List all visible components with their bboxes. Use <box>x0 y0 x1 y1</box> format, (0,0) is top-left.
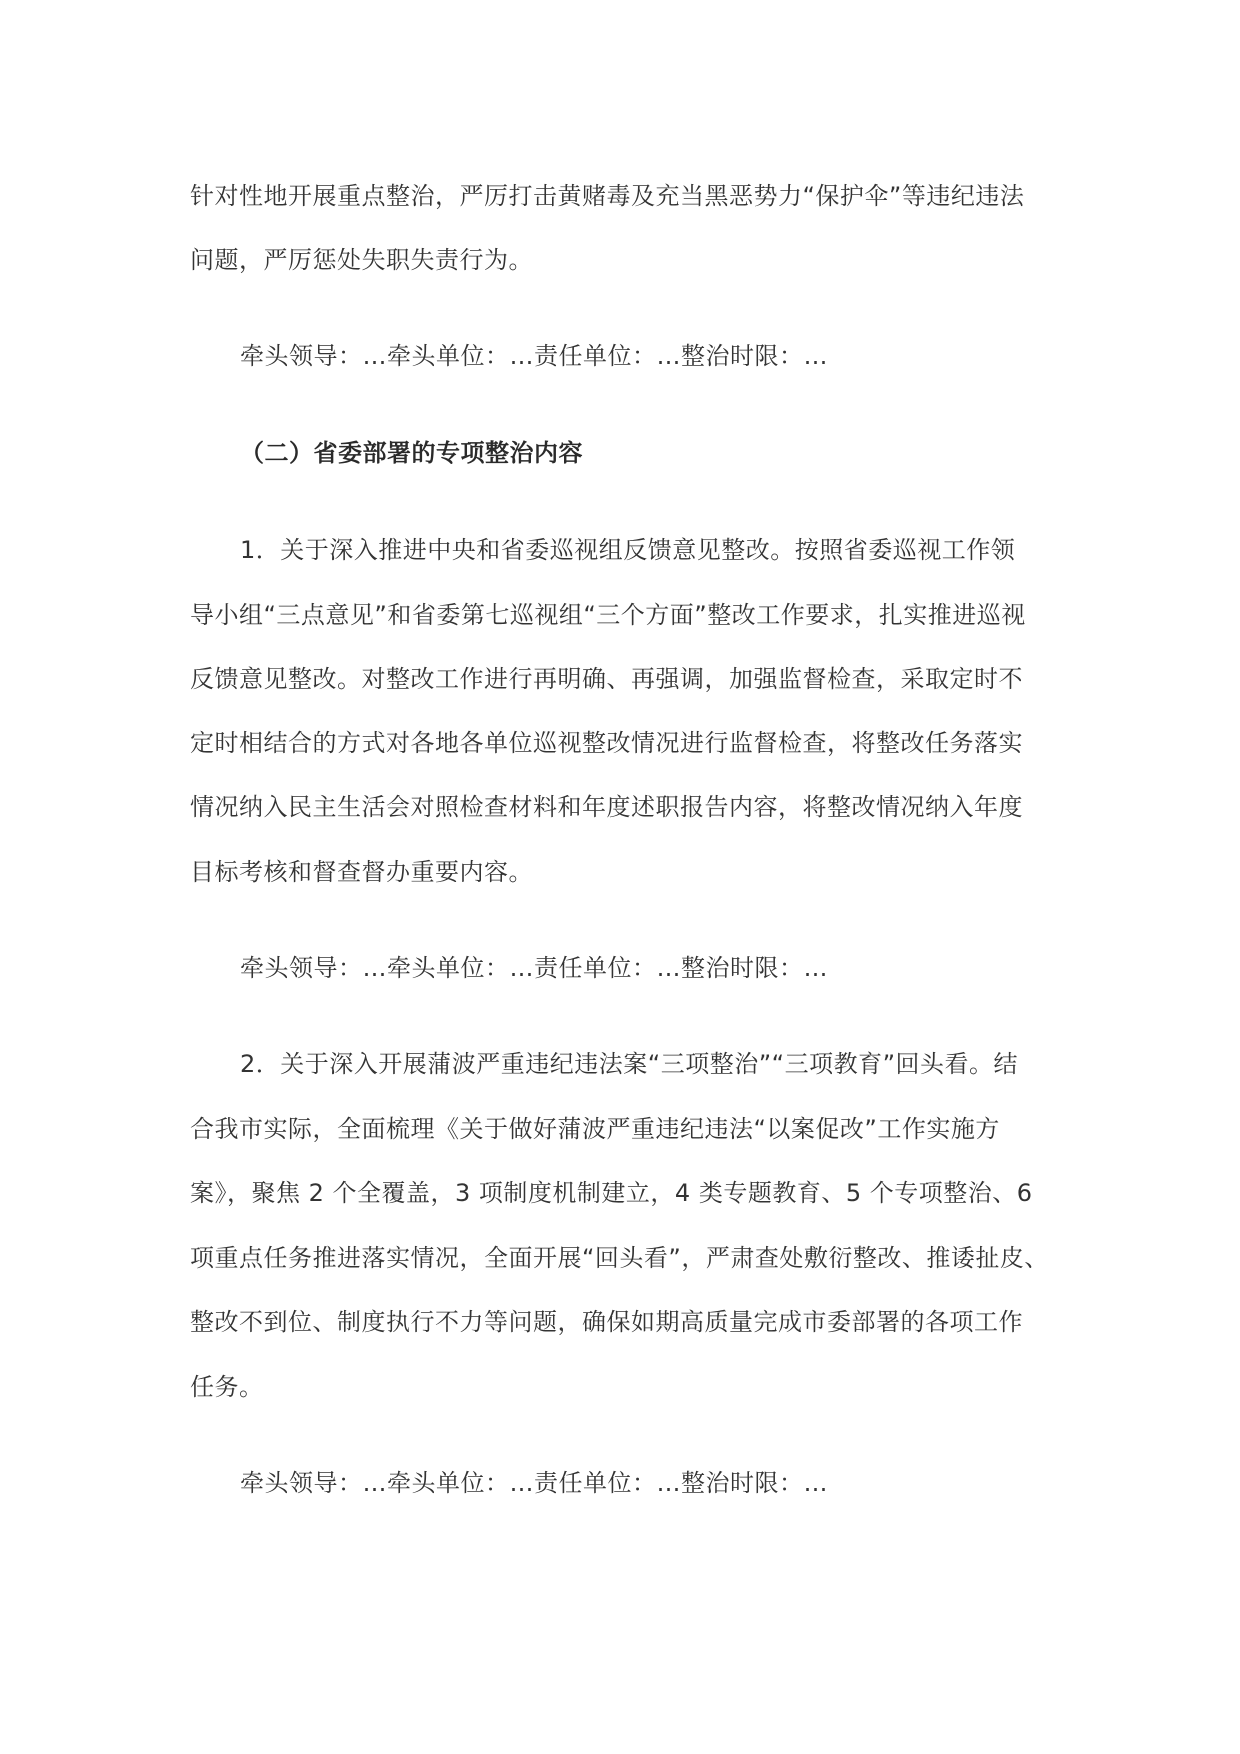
paragraph-line: 项重点任务推进落实情况，全面开展“回头看”，严肃查处敷衍整改、推诿扯皮、 <box>190 1244 1049 1272</box>
paragraph-line: 导小组“三点意见”和省委第七巡视组“三个方面”整改工作要求，扎实推进巡视 <box>190 601 1026 629</box>
paragraph-line: 针对性地开展重点整治，严厉打击黄赌毒及充当黑恶势力“保护伞”等违纪违法 <box>190 182 1025 210</box>
paragraph-line: 任务。 <box>190 1373 264 1401</box>
paragraph-line: 2．关于深入开展蒲波严重违纪违法案“三项整治”“三项教育”回头看。结 <box>240 1050 1019 1078</box>
section-heading: （二）省委部署的专项整治内容 <box>240 439 583 467</box>
paragraph-line: 合我市实际，全面梳理《关于做好蒲波严重违纪违法“以案促改”工作实施方 <box>190 1115 1000 1143</box>
paragraph-line: 1．关于深入推进中央和省委巡视组反馈意见整改。按照省委巡视工作领 <box>240 536 1016 564</box>
paragraph-line: 情况纳入民主生活会对照检查材料和年度述职报告内容，将整改情况纳入年度 <box>190 793 1023 821</box>
responsibility-line: 牵头领导：…牵头单位：…责任单位：…整治时限：… <box>240 954 828 982</box>
responsibility-line: 牵头领导：…牵头单位：…责任单位：…整治时限：… <box>240 342 828 370</box>
paragraph-line: 定时相结合的方式对各地各单位巡视整改情况进行监督检查，将整改任务落实 <box>190 729 1023 757</box>
paragraph-line: 整改不到位、制度执行不力等问题，确保如期高质量完成市委部署的各项工作 <box>190 1308 1023 1336</box>
responsibility-line: 牵头领导：…牵头单位：…责任单位：…整治时限：… <box>240 1469 828 1497</box>
paragraph-line: 目标考核和督查督办重要内容。 <box>190 858 533 886</box>
paragraph-line: 反馈意见整改。对整改工作进行再明确、再强调，加强监督检查，采取定时不 <box>190 665 1023 693</box>
paragraph-line: 问题，严厉惩处失职失责行为。 <box>190 246 533 274</box>
paragraph-line: 案》，聚焦 2 个全覆盖，3 项制度机制建立，4 类专题教育、5 个专项整治、6 <box>190 1179 1033 1207</box>
